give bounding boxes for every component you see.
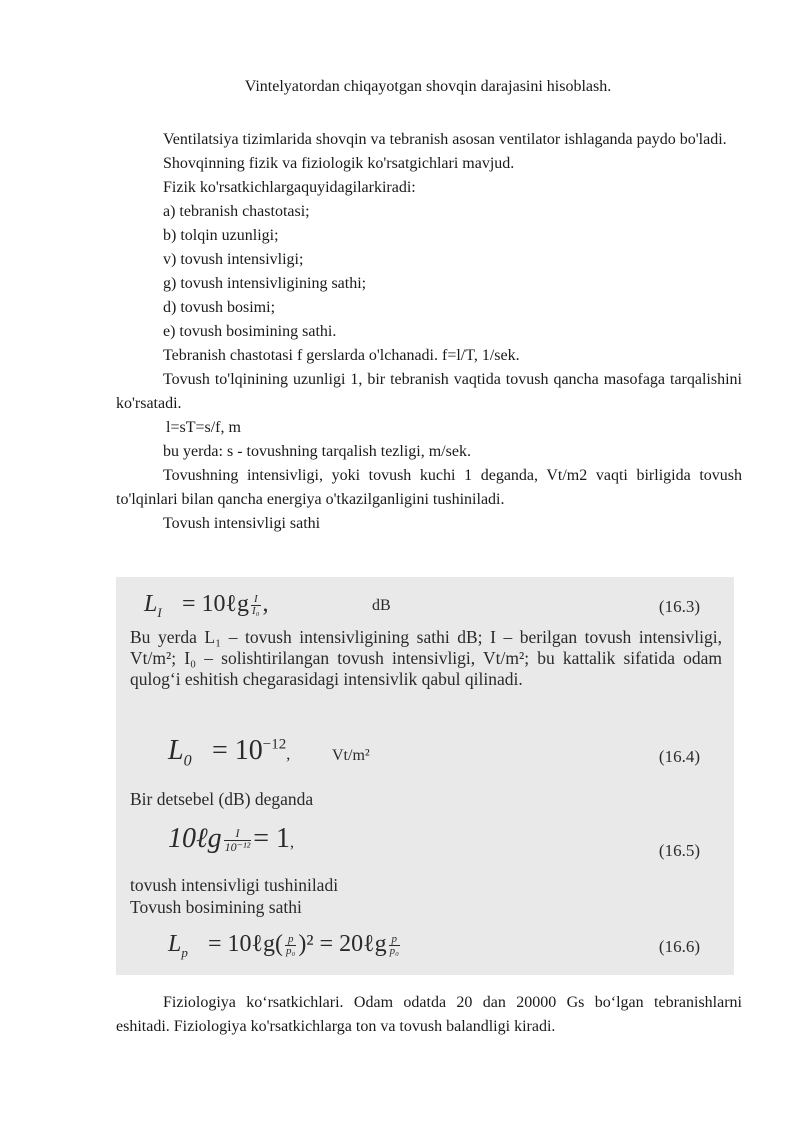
paragraph: Fiziologiya ko‘rsatkichlari. Odam odatda 20 dan 20000 Gs bo‘lgan tebranishlarni eshitadi. Fiziologiya ko'rsatkichlarga ton va tovush balandligi kiradi. <box>116 994 742 1035</box>
explanation-text: Bu yerda L₁ – tovush intensivligining sathi dB; I – berilgan tovush intensivligi, Vt/m²; I₀ – solishtirilangan tovush intensivligi, Vt/m²; bu kattalik sifatida odam qulog‘i eshitish chegarasidagi intensivlik qabul qilinadi. <box>130 627 722 689</box>
paragraph: Tovush to'lqinining uzunligi 1, bir tebranish vaqtida tovush qancha masofaga tarqalishini ko'rsatadi. <box>116 371 742 412</box>
list-item: b) tolqin uzunligi; <box>163 227 279 244</box>
equation-number: (16.5) <box>658 841 700 860</box>
formula-caption: Bir detsebel (dB) deganda <box>130 789 314 809</box>
document-title: Vintelyatordan chiqayotgan shovqin darajasini hisoblash. <box>244 78 612 95</box>
list-item: g) tovush intensivligining sathi; <box>163 275 367 292</box>
body-text <box>116 128 742 536</box>
equation-number: (16.3) <box>658 597 700 616</box>
list-item: v) tovush intensivligi; <box>163 251 304 268</box>
formula-caption: Tovush bosimining sathi <box>130 897 302 917</box>
equation-lhs: $L_p$ <box>168 931 188 960</box>
equation-expression: 10ℓg $\frac{I}{\text{10⁻¹²}}$ = 1, <box>168 823 294 855</box>
list-item: e) tovush bosimining sathi. <box>163 323 337 340</box>
formula-line: l=sT=s/f, m <box>166 419 241 436</box>
body-text-after-image <box>116 991 742 1039</box>
equation-16-5 <box>116 821 734 869</box>
scanned-formula-image <box>116 577 734 975</box>
paragraph: Shovqinning fizik va fiziologik ko'rsatgichlari mavjud. <box>163 155 515 172</box>
equation-unit: dB <box>372 597 391 614</box>
paragraph: Fizik ko'rsatkichlargaquyidagilarkiradi: <box>163 179 416 196</box>
equation-number: (16.4) <box>658 747 700 766</box>
equation-rhs: = 10ℓg( $\frac{p}{\text{p₀}}$ )² = 20ℓg $\frac{p}{\text{p₀}}$ <box>208 931 399 957</box>
paragraph: Tebranish chastotasi f gerslarda o'lchanadi. f=l/T, 1/sek. <box>163 347 520 364</box>
paragraph: bu yerda: s - tovushning tarqalish tezligi, m/sek. <box>163 443 471 460</box>
paragraph: Ventilatsiya tizimlarida shovqin va tebranish asosan ventilator ishlaganda paydo bo'ladi. <box>163 131 727 148</box>
list-item: d) tovush bosimi; <box>163 299 276 316</box>
equation-rhs: = $10^{-12}$, <box>212 735 291 766</box>
equation-rhs: = 10ℓg $\frac{I}{\text{I₀}}$ , <box>182 591 269 617</box>
equation-lhs: $L_I$ <box>144 591 162 620</box>
equation-16-4 <box>116 733 734 773</box>
formula-caption: tovush intensivligi tushiniladi <box>130 875 339 895</box>
equation-16-6 <box>116 929 734 969</box>
paragraph: Tovush intensivligi sathi <box>163 515 321 532</box>
list-item: a) tebranish chastotasi; <box>163 203 310 220</box>
equation-lhs: $L_0$ <box>168 735 192 770</box>
paragraph: Tovushning intensivligi, yoki tovush kuchi 1 deganda, Vt/m2 vaqti birligida tovush to'lqinlari bilan qancha energiya o'tkazilganligini tushiniladi. <box>116 467 742 508</box>
equation-number: (16.6) <box>658 937 700 956</box>
equation-16-3 <box>116 589 734 625</box>
equation-unit: Vt/m² <box>332 747 370 764</box>
